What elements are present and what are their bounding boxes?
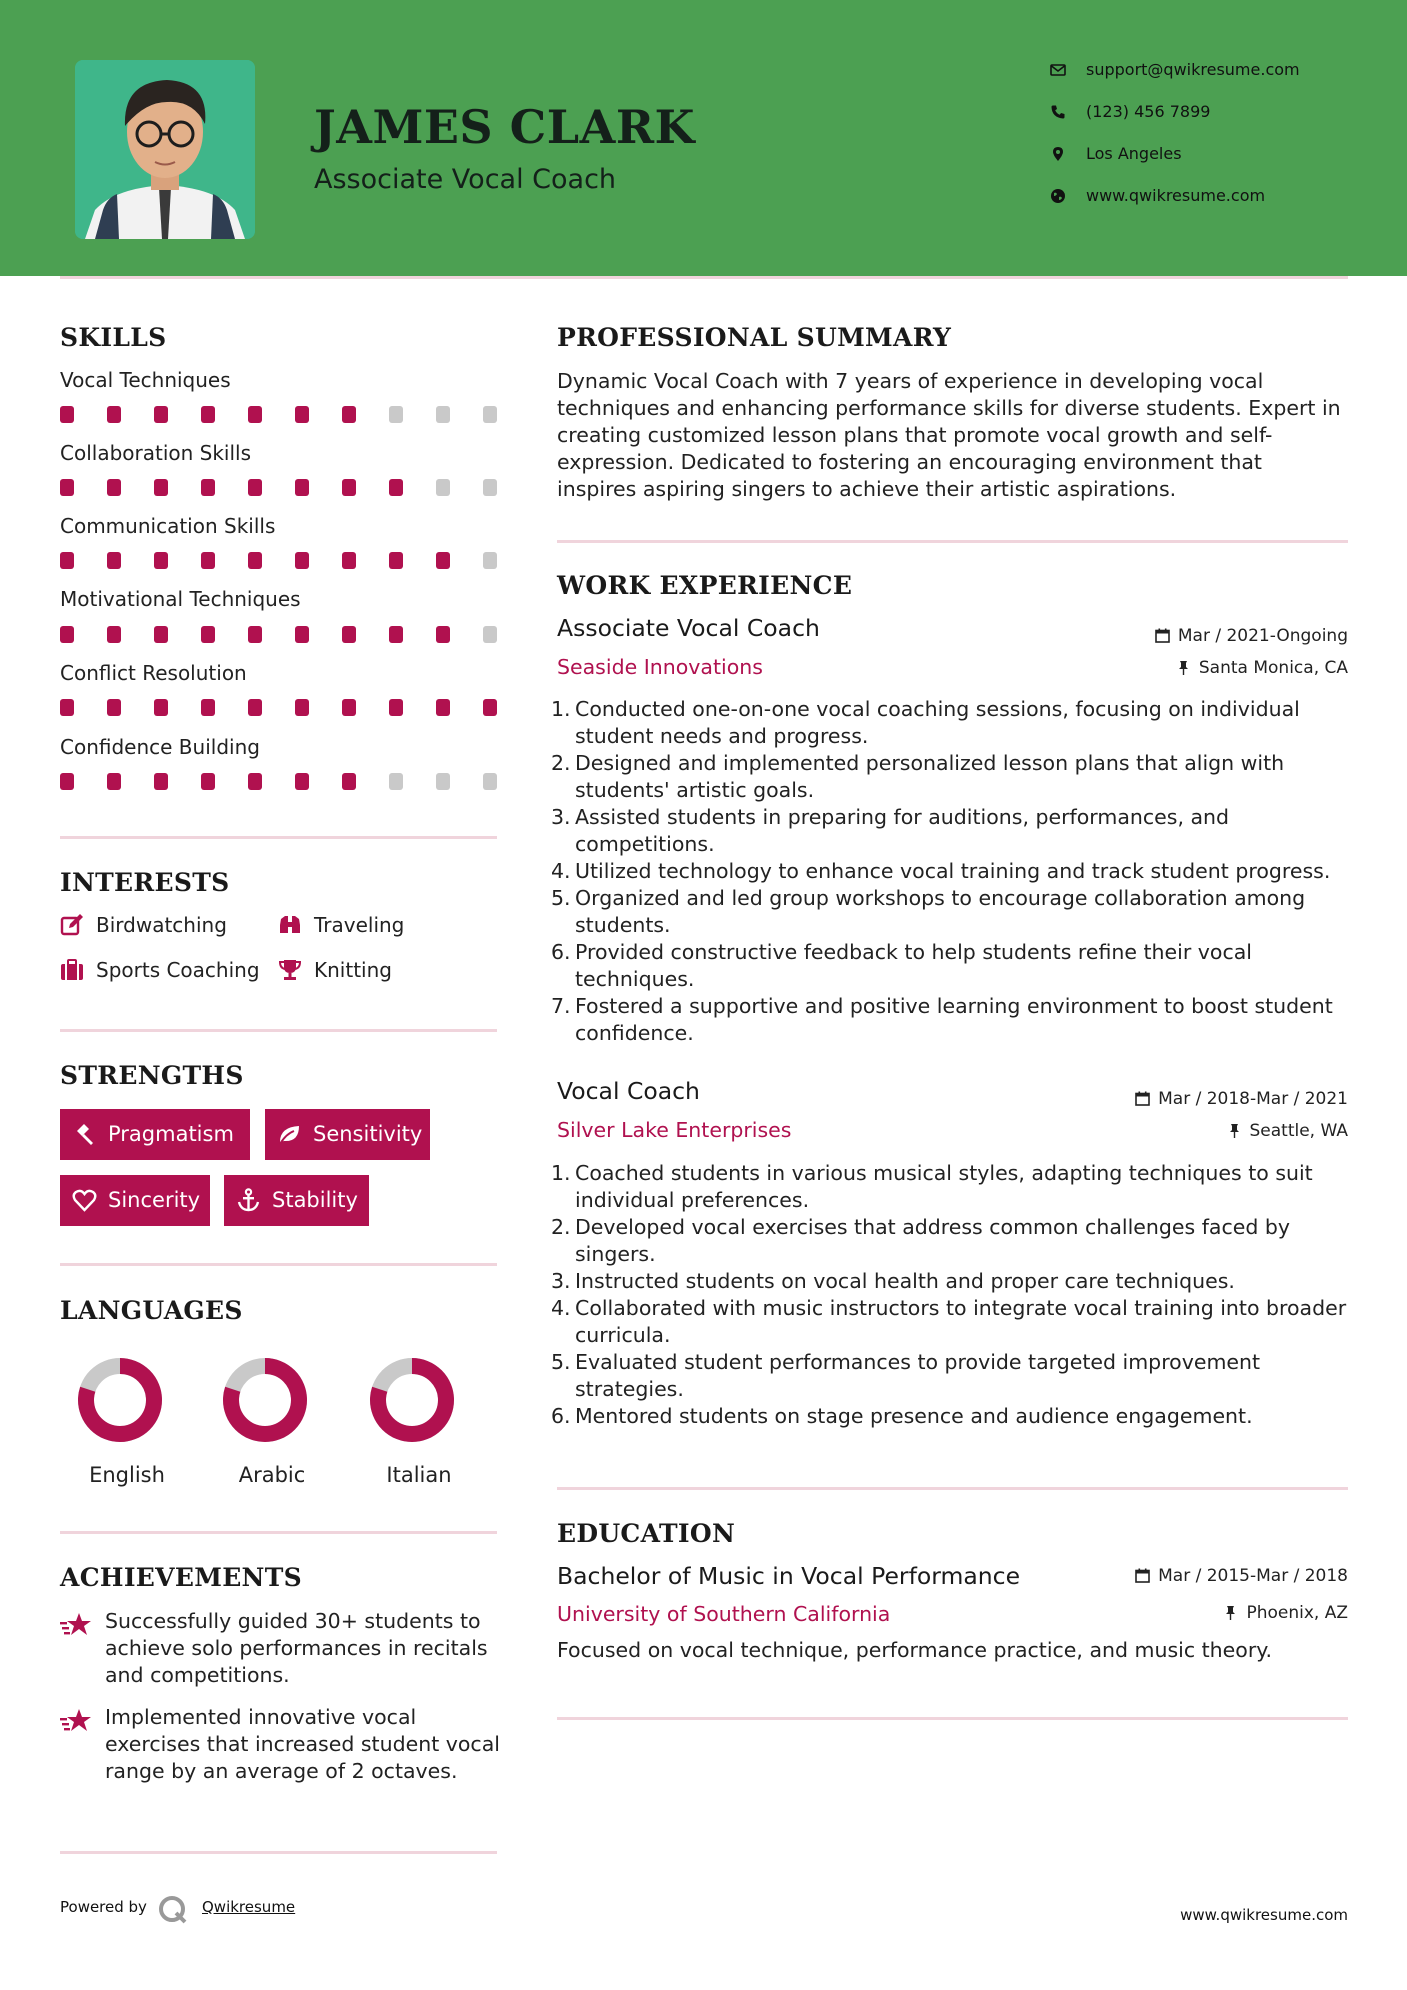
job-bullet: 3. Instructed students on vocal health and proper care techniques. (551, 1269, 1235, 1293)
powered-by-label: Powered by (60, 1898, 147, 1916)
skill-name: Conflict Resolution (60, 661, 247, 685)
skill-dot (107, 406, 121, 423)
candidate-name: JAMES CLARK (314, 100, 696, 154)
language-name: Arabic (238, 1463, 306, 1487)
skill-name: Communication Skills (60, 514, 276, 538)
job-bullet: 2. Designed and implemented personalized lesson plans that align with students' artistic goals. (551, 751, 1285, 802)
job-bullet: 5. Evaluated student performances to provide targeted improvement strategies. (551, 1350, 1261, 1401)
globe-icon (1050, 188, 1066, 204)
skill-name: Collaboration Skills (60, 441, 252, 465)
calendar-icon (1155, 628, 1170, 643)
skill-dot (201, 552, 215, 569)
strength-badge: Pragmatism (60, 1109, 250, 1160)
language-ring (77, 1357, 163, 1443)
resume-header (0, 0, 1407, 276)
skill-dot (295, 406, 309, 423)
skill-dot (342, 479, 356, 496)
skill-rating (60, 773, 500, 790)
skill-dot (154, 406, 168, 423)
job-bullet: 4. Collaborated with music instructors to integrate vocal training into broader curricula. (551, 1296, 1347, 1347)
skill-dot (154, 699, 168, 716)
section-divider (557, 540, 1348, 543)
calendar-icon (1135, 1091, 1150, 1106)
suitcase-icon (60, 958, 84, 982)
phone-icon (1050, 104, 1066, 120)
pushpin-icon (1176, 660, 1191, 675)
job-bullet: 2. Developed vocal exercises that address common challenges faced by singers. (551, 1215, 1291, 1266)
skill-dot (483, 626, 497, 643)
language-name: Italian (386, 1463, 452, 1487)
skill-dot (107, 773, 121, 790)
language-ring (369, 1357, 455, 1443)
section-divider (557, 1487, 1348, 1490)
degree-title: Bachelor of Music in Vocal Performance (557, 1562, 1021, 1590)
skill-dot (60, 626, 74, 643)
skill-dot (342, 406, 356, 423)
skill-dot (295, 773, 309, 790)
skill-dot (60, 773, 74, 790)
skill-dot (436, 552, 450, 569)
skill-rating (60, 626, 500, 643)
skill-dot (60, 479, 74, 496)
language-name: English (89, 1463, 165, 1487)
skill-dot (154, 479, 168, 496)
leaf-icon (277, 1122, 302, 1147)
skill-dot (248, 699, 262, 716)
envelope-icon (1050, 62, 1066, 78)
skill-dot (436, 406, 450, 423)
skill-dot (248, 773, 262, 790)
pushpin-icon (1223, 1605, 1238, 1620)
heart-icon (72, 1188, 97, 1213)
job-location: Santa Monica, CA (1176, 658, 1348, 678)
skill-name: Motivational Techniques (60, 587, 301, 611)
skill-dot (389, 626, 403, 643)
skill-dot (436, 699, 450, 716)
qwikresume-link[interactable]: Qwikresume (202, 1898, 296, 1916)
section-divider (60, 1851, 497, 1854)
skill-dot (436, 479, 450, 496)
skill-dot (201, 699, 215, 716)
job-bullet: 1. Conducted one-on-one vocal coaching sessions, focusing on individual student needs and progress. (551, 697, 1300, 748)
skill-dot (107, 552, 121, 569)
skill-dot (389, 773, 403, 790)
skill-dot (483, 406, 497, 423)
footer-website[interactable]: www.qwikresume.com (1180, 1906, 1348, 1924)
experience-heading: WORK EXPERIENCE (557, 571, 853, 600)
skill-dot (483, 699, 497, 716)
qwikresume-logo-icon (158, 1895, 188, 1925)
skill-dot (107, 626, 121, 643)
contact-phone-text: (123) 456 7899 (1086, 102, 1211, 121)
job-bullet: 5. Organized and led group workshops to encourage collaboration among students. (551, 886, 1306, 937)
skill-dot (248, 552, 262, 569)
skill-dot (154, 626, 168, 643)
skill-dot (389, 552, 403, 569)
gavel-icon (72, 1122, 97, 1147)
contact-location-text: Los Angeles (1086, 144, 1182, 163)
education-heading: EDUCATION (557, 1519, 736, 1548)
skill-dot (342, 773, 356, 790)
skill-dot (436, 626, 450, 643)
job-location: Seattle, WA (1227, 1121, 1349, 1141)
skill-rating (60, 552, 500, 569)
school-name: University of Southern California (557, 1602, 891, 1626)
strength-badge: Sensitivity (265, 1109, 430, 1160)
job-bullet: 1. Coached students in various musical styles, adapting techniques to suit individual preferences. (551, 1161, 1313, 1212)
skill-rating (60, 479, 500, 496)
skill-dot (436, 773, 450, 790)
skill-dot (201, 406, 215, 423)
skill-dot (248, 406, 262, 423)
profile-photo (75, 60, 255, 239)
header-divider (60, 276, 1348, 279)
section-divider (60, 1029, 497, 1032)
achievements-heading: ACHIEVEMENTS (60, 1563, 302, 1592)
job-bullet: 6. Provided constructive feedback to help students refine their vocal techniques. (551, 940, 1253, 991)
skill-dot (60, 552, 74, 569)
skill-dot (389, 699, 403, 716)
skill-dot (248, 626, 262, 643)
edit-icon (60, 913, 84, 937)
star-icon (60, 1708, 92, 1734)
job-dates: Mar / 2018-Mar / 2021 (1135, 1089, 1348, 1109)
skill-dot (342, 626, 356, 643)
strengths-heading: STRENGTHS (60, 1061, 244, 1090)
company-name: Seaside Innovations (557, 655, 763, 679)
skill-dot (483, 773, 497, 790)
summary-heading: PROFESSIONAL SUMMARY (557, 323, 952, 352)
job-dates: Mar / 2021-Ongoing (1155, 626, 1348, 646)
binoculars-icon (278, 913, 302, 937)
skill-dot (154, 552, 168, 569)
skill-rating (60, 406, 500, 423)
candidate-title: Associate Vocal Coach (314, 164, 617, 195)
job-bullet: 7. Fostered a supportive and positive learning environment to boost student confidence. (551, 994, 1333, 1045)
skill-dot (201, 626, 215, 643)
skill-name: Confidence Building (60, 735, 260, 759)
skill-dot (342, 699, 356, 716)
skill-name: Vocal Techniques (60, 368, 231, 392)
job-bullets (551, 696, 1351, 1047)
calendar-icon (1135, 1568, 1150, 1583)
anchor-icon (236, 1188, 261, 1213)
section-divider (60, 1263, 497, 1266)
skill-dot (483, 552, 497, 569)
strength-badge: Sincerity (60, 1175, 210, 1226)
skill-dot (60, 699, 74, 716)
skill-dot (295, 699, 309, 716)
skill-rating (60, 699, 500, 716)
interests-heading: INTERESTS (60, 868, 230, 897)
skill-dot (389, 406, 403, 423)
job-bullet: 4. Utilized technology to enhance vocal training and track student progress. (551, 859, 1331, 883)
skill-dot (154, 773, 168, 790)
skill-dot (389, 479, 403, 496)
job-bullet: 6. Mentored students on stage presence and audience engagement. (551, 1404, 1253, 1428)
job-bullet: 3. Assisted students in preparing for auditions, performances, and competitions. (551, 805, 1230, 856)
language-ring (222, 1357, 308, 1443)
skill-dot (201, 479, 215, 496)
map-marker-icon (1050, 146, 1066, 162)
summary-text: Dynamic Vocal Coach with 7 years of experience in developing vocal techniques and enhancing performance skills for diverse students. Expert in creating customized lesson plans that promote vocal growth and self-expression. Dedicated to fostering an encouraging environment that inspires aspiring singers to achieve their artistic aspirations. (557, 369, 1341, 501)
contact-website-text: www.qwikresume.com (1086, 186, 1266, 205)
languages-heading: LANGUAGES (60, 1296, 243, 1325)
education-description: Focused on vocal technique, performance practice, and music theory. (557, 1638, 1272, 1662)
star-icon (60, 1612, 92, 1638)
strength-badge: Stability (224, 1175, 369, 1226)
skill-dot (295, 479, 309, 496)
education-location: Phoenix, AZ (1223, 1603, 1348, 1623)
skill-dot (295, 626, 309, 643)
contact-email-text: support@qwikresume.com (1086, 60, 1300, 79)
section-divider (60, 1531, 497, 1534)
skill-dot (107, 699, 121, 716)
skill-dot (295, 552, 309, 569)
skill-dot (342, 552, 356, 569)
pushpin-icon (1227, 1123, 1242, 1138)
skill-dot (107, 479, 121, 496)
education-dates: Mar / 2015-Mar / 2018 (1135, 1566, 1348, 1586)
trophy-icon (278, 958, 302, 982)
skill-dot (483, 479, 497, 496)
section-divider (60, 836, 497, 839)
skill-dot (201, 773, 215, 790)
skill-dot (248, 479, 262, 496)
job-title: Associate Vocal Coach (557, 614, 820, 642)
company-name: Silver Lake Enterprises (557, 1118, 792, 1142)
job-title: Vocal Coach (557, 1077, 700, 1105)
skills-heading: SKILLS (60, 323, 167, 352)
section-divider (557, 1717, 1348, 1720)
job-bullets (551, 1160, 1351, 1430)
skill-dot (60, 406, 74, 423)
